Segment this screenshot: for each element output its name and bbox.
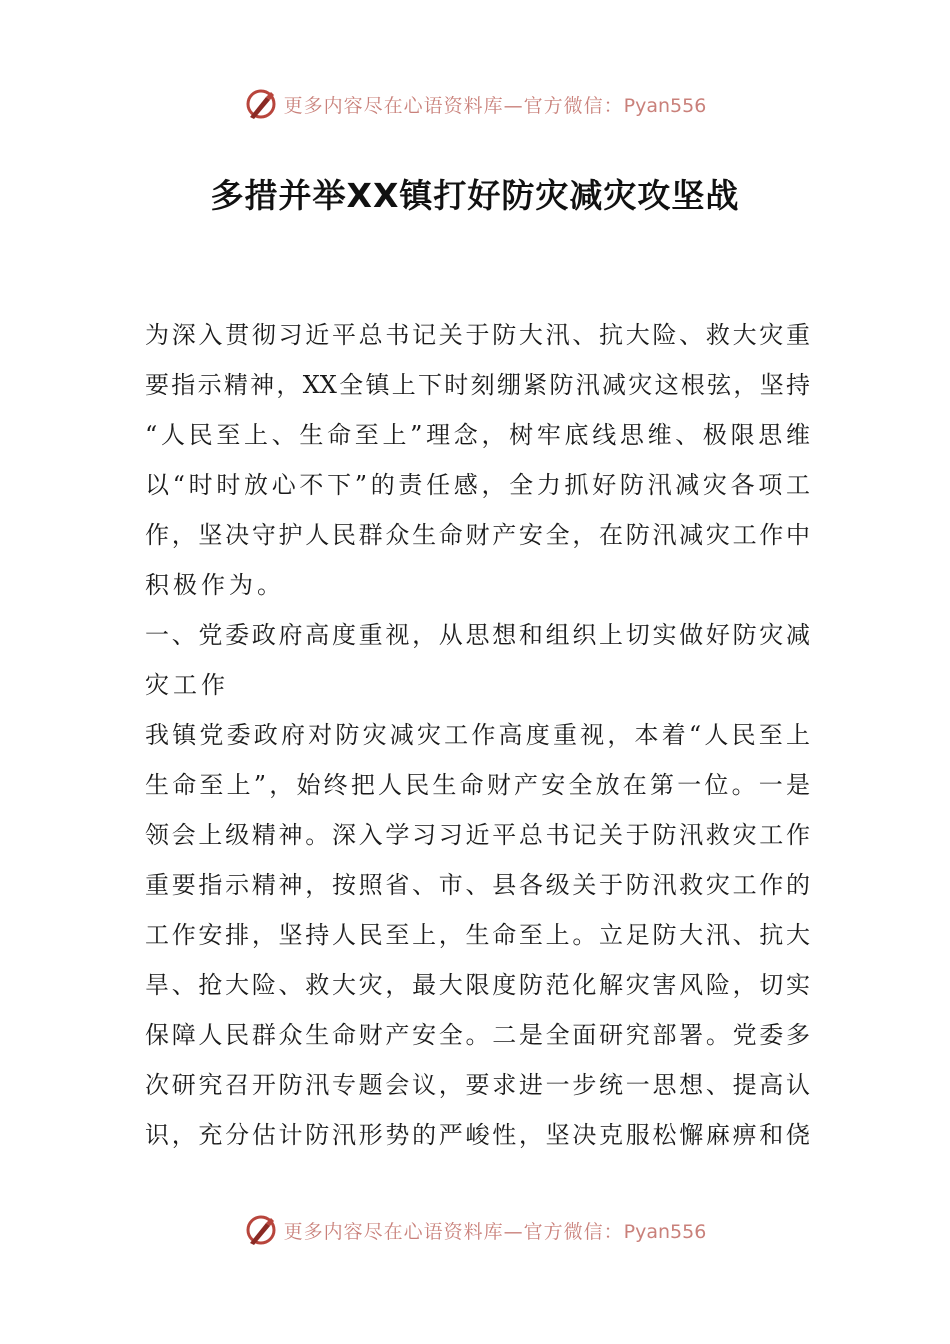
body-line: 我镇党委政府对防灾减灾工作高度重视，本着“人民至上	[145, 721, 810, 749]
section-heading-line: 灾工作	[145, 671, 229, 699]
body-line: 次研究召开防汛专题会议，要求进一步统一思想、提高认	[145, 1071, 810, 1099]
body-line: 要指示精神，XX全镇上下时刻绷紧防汛减灾这根弦，坚持	[145, 371, 810, 399]
watermark-text: 更多内容尽在心语资料库—官方微信：Pyan556	[283, 94, 707, 117]
body-line: 工作安排，坚持人民至上，生命至上。立足防大汛、抗大	[145, 921, 810, 949]
body-line: 为深入贯彻习近平总书记关于防大汛、抗大险、救大灾重	[145, 321, 810, 349]
watermark-handle: Pyan556	[623, 94, 707, 117]
body-line: 作，坚决守护人民群众生命财产安全，在防汛减灾工作中	[145, 521, 810, 549]
body-line: “人民至上、生命至上”理念，树牢底线思维、极限思维	[145, 421, 810, 449]
body-line: 领会上级精神。深入学习习近平总书记关于防汛救灾工作	[145, 821, 810, 849]
body-line: 生命至上”，始终把人民生命财产安全放在第一位。一是	[145, 771, 810, 799]
pen-circle-logo-icon	[244, 1213, 278, 1247]
footer-watermark	[0, 1210, 950, 1250]
watermark-handle: Pyan556	[623, 1220, 707, 1243]
body-line: 重要指示精神，按照省、市、县各级关于防汛救灾工作的	[145, 871, 810, 899]
body-line: 积极作为。	[145, 571, 285, 599]
body-line: 识，充分估计防汛形势的严峻性，坚决克服松懈麻痹和侥	[145, 1121, 810, 1149]
document-body	[145, 310, 810, 1160]
body-line: 旱、抢大险、救大灾，最大限度防范化解灾害风险，切实	[145, 971, 810, 999]
body-line: 保障人民群众生命财产安全。二是全面研究部署。党委多	[145, 1021, 810, 1049]
watermark-text: 更多内容尽在心语资料库—官方微信：Pyan556	[283, 1220, 707, 1243]
section-heading-line: 一、党委政府高度重视，从思想和组织上切实做好防灾减	[145, 621, 810, 649]
header-watermark	[0, 84, 950, 124]
pen-circle-logo-icon	[244, 87, 278, 121]
document-title: 多措并举XX镇打好防灾减灾攻坚战	[210, 176, 740, 215]
body-line: 以“时时放心不下”的责任感，全力抓好防汛减灾各项工	[145, 471, 810, 499]
